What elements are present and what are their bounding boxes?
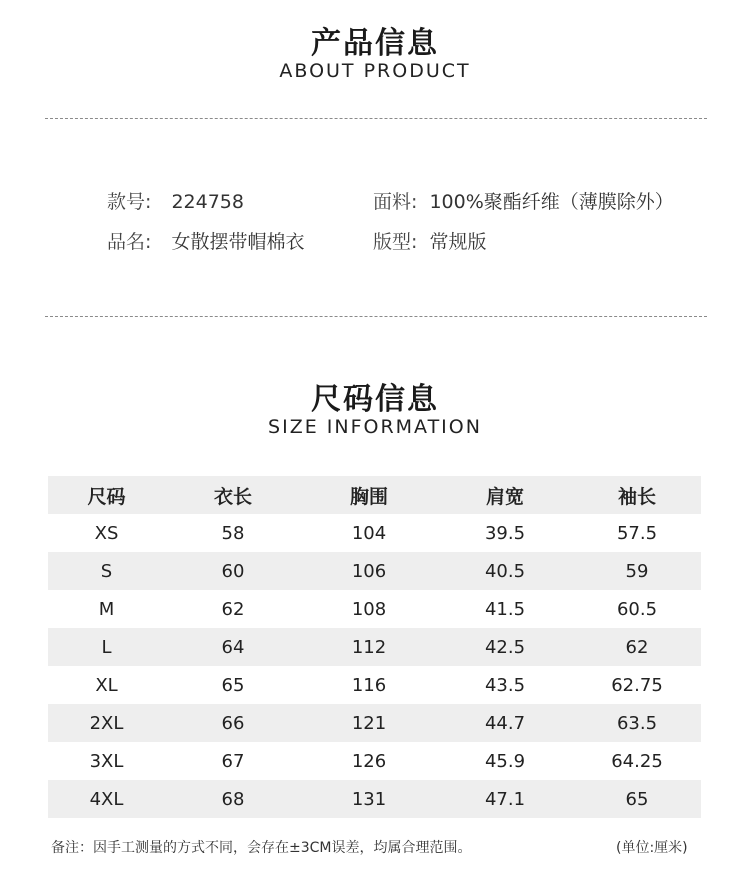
table-cell: 60.5	[616, 598, 658, 620]
size-table-header	[48, 476, 701, 514]
table-row	[48, 742, 701, 780]
table-cell: 67	[221, 750, 245, 772]
product-title-cn: 产品信息	[311, 26, 439, 61]
table-row	[48, 590, 701, 628]
table-row	[48, 552, 701, 590]
header-sleeve: 袖长	[573, 476, 701, 514]
style-no-label: 款号:	[107, 191, 152, 213]
fabric-line	[373, 187, 674, 214]
table-cell: 60	[165, 552, 301, 590]
divider-top	[45, 118, 707, 119]
table-cell: 63.5	[573, 704, 701, 742]
header-bust: 胸围	[301, 476, 437, 514]
table-cell: 126	[351, 750, 387, 772]
table-cell: 68	[165, 780, 301, 818]
table-cell: 58	[221, 522, 245, 544]
table-row	[48, 666, 701, 704]
table-row	[48, 628, 701, 666]
table-cell: 57.5	[616, 522, 658, 544]
table-cell: 116	[351, 674, 387, 696]
table-cell: 2XL	[48, 704, 165, 742]
divider-middle	[45, 316, 707, 317]
table-cell: 104	[351, 522, 387, 544]
table-cell: 40.5	[437, 552, 573, 590]
table-cell: 112	[301, 628, 437, 666]
table-cell: 121	[301, 704, 437, 742]
fit-label: 版型:	[373, 231, 418, 253]
product-title-en: ABOUT PRODUCT	[279, 60, 471, 82]
name-label: 品名:	[107, 231, 152, 253]
table-cell: 108	[351, 598, 387, 620]
name-line	[107, 227, 304, 254]
table-cell: 3XL	[89, 750, 124, 772]
table-cell: 39.5	[484, 522, 526, 544]
table-cell: XL	[95, 674, 118, 696]
table-cell: 41.5	[484, 598, 526, 620]
table-cell: S	[48, 552, 165, 590]
table-cell: 65	[573, 780, 701, 818]
fit-value: 常规版	[429, 231, 487, 253]
table-row	[48, 704, 701, 742]
size-table	[48, 476, 701, 818]
table-cell: 62	[573, 628, 701, 666]
name-value: 女散摆带帽棉衣	[171, 231, 305, 253]
table-cell: 65	[221, 674, 245, 696]
fabric-label: 面料:	[373, 191, 418, 213]
table-cell: 131	[301, 780, 437, 818]
table-cell: 62	[221, 598, 245, 620]
table-cell: 64.25	[611, 750, 663, 772]
style-no-value: 224758	[171, 191, 244, 213]
table-cell: 42.5	[437, 628, 573, 666]
size-title-en: SIZE INFORMATION	[268, 416, 482, 438]
header-size: 尺码	[48, 476, 165, 514]
fabric-value: 100%聚酯纤维（薄膜除外）	[429, 191, 674, 213]
table-cell: 62.75	[611, 674, 663, 696]
table-row	[48, 780, 701, 818]
table-cell: L	[48, 628, 165, 666]
size-title-cn: 尺码信息	[311, 382, 439, 417]
header-shoulder: 肩宽	[437, 476, 573, 514]
table-cell: 45.9	[484, 750, 526, 772]
fit-line	[373, 227, 486, 254]
measurement-remark: 备注：因手工测量的方式不同，会存在±3CM误差，均属合理范围。	[51, 840, 472, 856]
header-length: 衣长	[165, 476, 301, 514]
table-cell: 4XL	[48, 780, 165, 818]
table-cell: 64	[165, 628, 301, 666]
table-cell: XS	[94, 522, 119, 544]
table-cell: 43.5	[484, 674, 526, 696]
table-cell: M	[98, 598, 115, 620]
style-no-line	[107, 187, 244, 214]
table-cell: 44.7	[437, 704, 573, 742]
table-row	[48, 514, 701, 552]
table-cell: 47.1	[437, 780, 573, 818]
table-cell: 106	[301, 552, 437, 590]
table-cell: 66	[165, 704, 301, 742]
unit-note: (单位:厘米)	[616, 840, 688, 856]
table-cell: 59	[573, 552, 701, 590]
